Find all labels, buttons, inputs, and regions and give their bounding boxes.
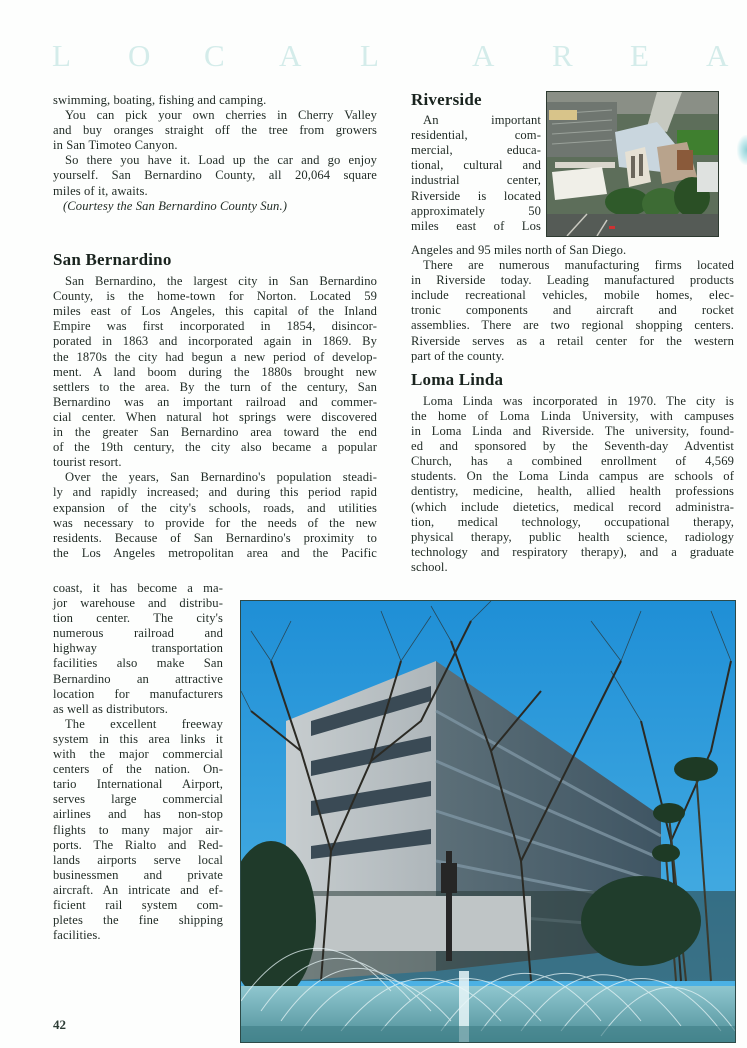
text-line: Church, has a combined enrollment of 4,569 xyxy=(411,454,734,469)
text-line: lands airports serve local xyxy=(53,852,223,867)
text-line: in Riverside today. Leading manufactured products xyxy=(411,273,734,288)
text-line: facilities. xyxy=(53,928,101,943)
aerial-photo-illustration xyxy=(547,92,718,236)
masthead-letter: R xyxy=(552,38,573,73)
text-line: Empire was first incorporated in 1854, disincor- xyxy=(53,319,377,334)
text-line: You can pick your own cherries in Cherry Valley xyxy=(65,108,377,123)
text-line: as well as distributors. xyxy=(53,701,169,716)
text-line: airlines and has non-stop xyxy=(53,807,223,822)
text-line: the Los Angeles metropolitan area and the Pacific xyxy=(53,545,377,560)
text-line: tourist resort. xyxy=(53,455,122,470)
text-line: yourself. San Bernardino County, all 20,064 square xyxy=(53,168,377,183)
text-line: Riverside is located xyxy=(411,188,541,203)
text-line: Over the years, San Bernardino's population steadi- xyxy=(65,470,377,485)
text-line: miles of it, awaits. xyxy=(53,183,148,198)
text-line: system in this area links it xyxy=(53,731,223,746)
text-line: The excellent freeway xyxy=(65,716,223,731)
text-line: pletes the fine shipping xyxy=(53,913,223,928)
text-line: aircraft. An intricate and ef- xyxy=(53,882,223,897)
text-line: include recreational vehicles, mobile homes, elec- xyxy=(411,288,734,303)
intro-section xyxy=(53,93,377,214)
text-line: industrial center, xyxy=(411,173,541,188)
page-edge-tab xyxy=(737,135,747,165)
masthead-letter: A xyxy=(279,38,302,73)
text-line: was necessary to provide for the needs of the new xyxy=(53,515,377,530)
text-line: tional, cultural and xyxy=(411,158,541,173)
text-line: miles east of Los Angeles, this capital of the Inland xyxy=(53,304,377,319)
text-line: of the 19th century, the city also became a popular xyxy=(53,440,377,455)
text-line: and buy oranges straight off the tree from growers xyxy=(53,123,377,138)
text-line: There are numerous manufacturing firms located xyxy=(423,258,734,273)
text-line: the 1870s the city had begun a new period of develop- xyxy=(53,349,377,364)
building-fountain-illustration xyxy=(241,601,735,1042)
text-line: Riverside serves as a retail center for the western xyxy=(411,333,734,348)
text-line: Loma Linda was incorporated in 1970. The city is xyxy=(423,393,734,408)
text-line: dentistry, medicine, health, allied health professions xyxy=(411,484,734,499)
text-line: tion center. The city's xyxy=(53,611,223,626)
text-line: centers of the nation. On- xyxy=(53,762,223,777)
text-line: An important xyxy=(423,113,541,128)
text-line: numerous railroad and xyxy=(53,626,223,641)
text-line: porated in 1863 and incorporated again in 1869. By xyxy=(53,334,377,349)
san-bernardino-section xyxy=(53,252,377,561)
text-line: residential, com- xyxy=(411,128,541,143)
text-line: part of the county. xyxy=(411,348,505,363)
masthead-letter: O xyxy=(128,38,151,73)
text-line: in the greater San Bernardino area toward the end xyxy=(53,425,377,440)
text-line: location for manufacturers xyxy=(53,686,223,701)
text-line: ed and sponsored by the Seventh-day Adventist xyxy=(411,439,734,454)
section-heading-loma-linda: Loma Linda xyxy=(411,369,504,389)
masthead-letter: E xyxy=(630,38,649,73)
riverside-aerial-photo xyxy=(546,91,719,237)
text-line: swimming, boating, fishing and camping. xyxy=(53,93,267,107)
text-line: assemblies. There are two regional shopping centers. xyxy=(411,318,734,333)
text-line: in Loma Linda and Riverside. The university, found- xyxy=(411,424,734,439)
text-line: mercial, educa- xyxy=(411,143,541,158)
masthead-letter: C xyxy=(204,38,225,73)
text-line: highway transportation xyxy=(53,641,223,656)
text-line: physical therapy, public health science, radiology xyxy=(411,529,734,544)
masthead-letter: L xyxy=(360,38,379,73)
text-line: businessmen and private xyxy=(53,867,223,882)
masthead-letter: A xyxy=(706,38,729,73)
text-line: ports. The Rialto and Red- xyxy=(53,837,223,852)
text-line: students. On the Loma Linda campus are schools of xyxy=(411,469,734,484)
riverside-section xyxy=(411,92,541,234)
source-credit: (Courtesy the San Bernardino County Sun.) xyxy=(63,198,287,213)
text-line: (which include dietetics, medical record administra- xyxy=(411,499,734,514)
section-masthead xyxy=(40,38,747,78)
text-line: San Bernardino, the largest city in San Bernardino xyxy=(65,274,377,289)
text-line: technology and respiratory therapy), and a graduate xyxy=(411,544,734,559)
text-line: Bernardino an attractive xyxy=(53,671,223,686)
text-line: the home of Loma Linda University, with campuses xyxy=(411,408,734,423)
text-line: tion, medical technology, occupational therapy, xyxy=(411,514,734,529)
masthead-letter: A xyxy=(472,38,495,73)
text-line: residents. Because of San Bernardino's proximity to xyxy=(53,530,377,545)
text-line: County, is the home-town for Norton. Located 59 xyxy=(53,289,377,304)
text-line: coast, it has become a ma- xyxy=(53,581,223,595)
text-line: So there you have it. Load up the car and go enjoy xyxy=(65,153,377,168)
text-line: settlers to the area. By the turn of the century, San xyxy=(53,379,377,394)
text-line: with the major commercial xyxy=(53,747,223,762)
san-bernardino-narrow-text xyxy=(53,581,223,943)
riverside-section-continued xyxy=(411,243,734,575)
section-heading-san-bernardino: San Bernardino xyxy=(53,250,172,269)
text-line: facilities also make San xyxy=(53,656,223,671)
text-line: tronic components and aircraft and rocket xyxy=(411,303,734,318)
text-line: in San Timoteo Canyon. xyxy=(53,138,178,153)
text-line: ly and rapidly increased; and during this period rapid xyxy=(53,485,377,500)
text-line: flights to many major air- xyxy=(53,822,223,837)
text-line: Angeles and 95 miles north of San Diego. xyxy=(411,243,627,257)
page-number: 42 xyxy=(53,1017,66,1032)
text-line: miles east of Los xyxy=(411,218,541,233)
section-heading-riverside: Riverside xyxy=(411,90,482,109)
text-line: jor warehouse and distribu- xyxy=(53,596,223,611)
text-line: expansion of the city's schools, roads, and utilities xyxy=(53,500,377,515)
text-line: cial center. When natural hot springs were discovered xyxy=(53,409,377,424)
text-line: serves large commercial xyxy=(53,792,223,807)
text-line: school. xyxy=(411,559,448,574)
text-line: Bernardino was an important railroad and commer- xyxy=(53,394,377,409)
text-line: ficient rail system com- xyxy=(53,897,223,912)
san-bernardino-building-photo xyxy=(240,600,736,1043)
text-line: tario International Airport, xyxy=(53,777,223,792)
text-line: approximately 50 xyxy=(411,203,541,218)
text-line: ment. A land boom during the 1880s brought new xyxy=(53,364,377,379)
masthead-letter: L xyxy=(52,38,71,73)
